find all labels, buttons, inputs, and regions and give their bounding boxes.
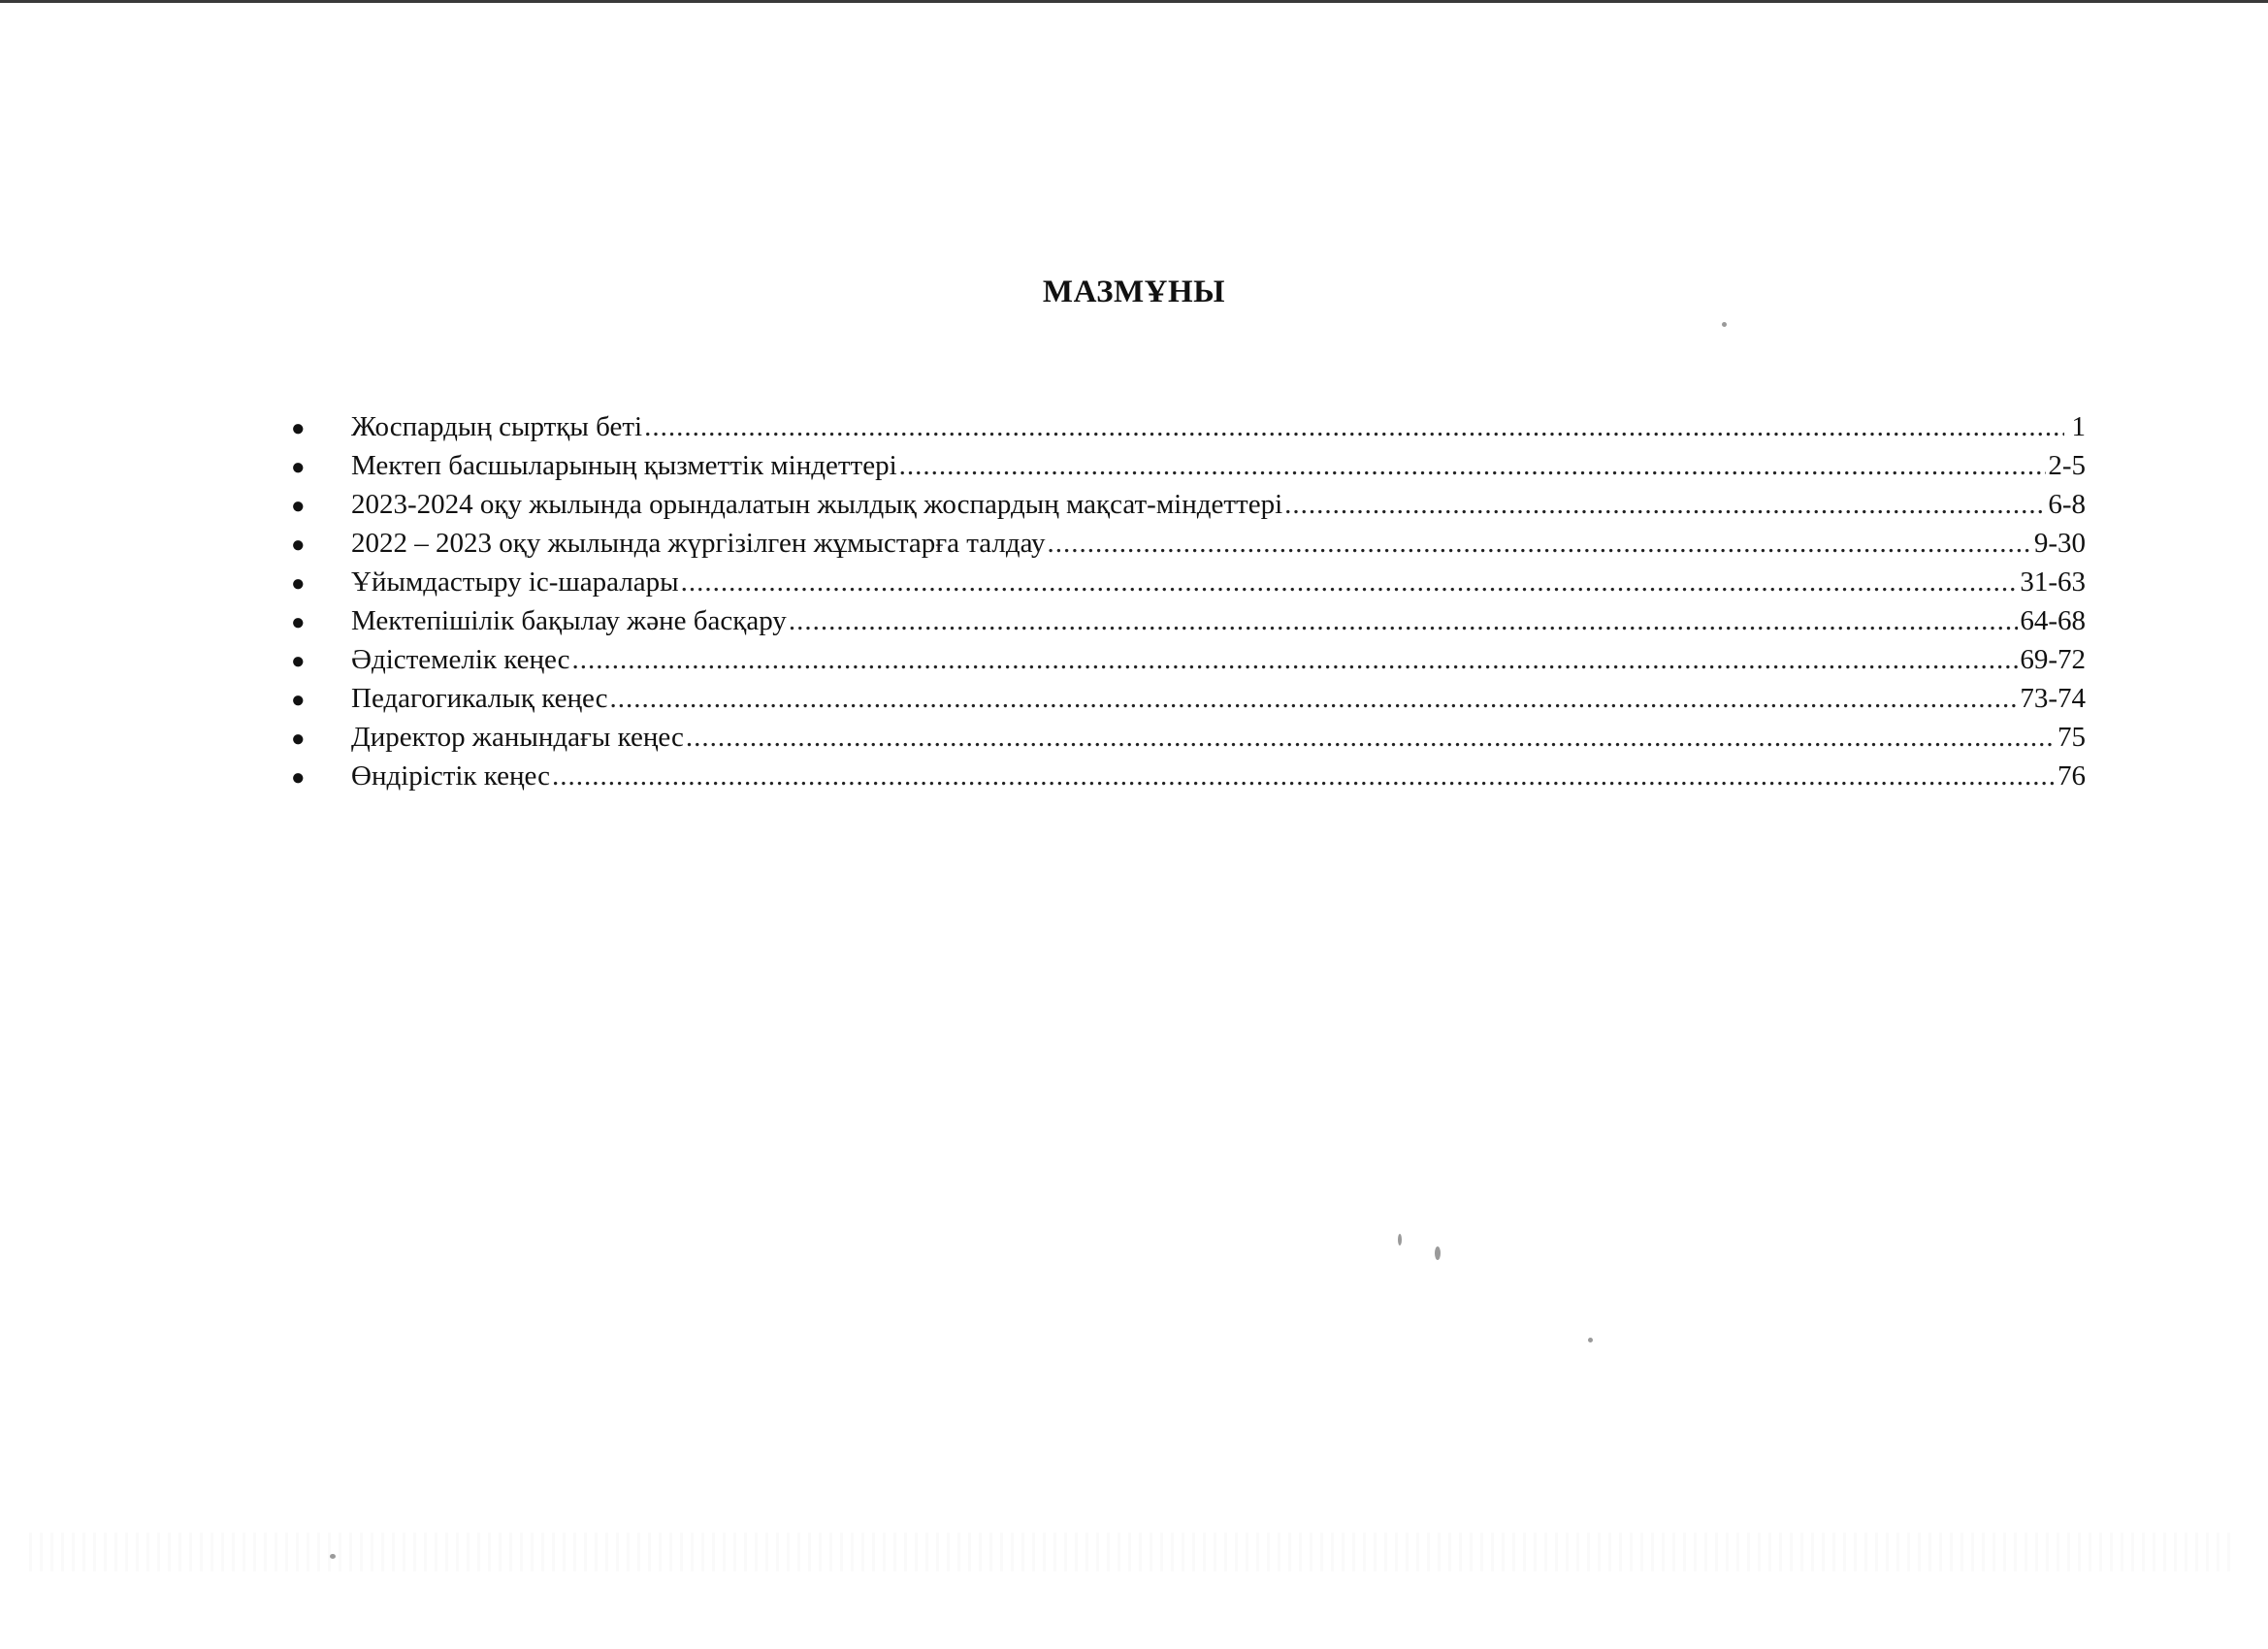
toc-entry xyxy=(291,640,2086,679)
bullet-icon: ● xyxy=(291,455,306,480)
scan-top-edge xyxy=(0,0,2268,3)
toc-entry-label: Әдістемелік кеңес xyxy=(351,644,570,675)
toc-entry-label: Ұйымдастыру іс-шаралары xyxy=(351,566,679,598)
toc-entry-page: 31-63 xyxy=(2020,566,2086,598)
toc-entry-page: 9-30 xyxy=(2033,528,2086,559)
dot-leader xyxy=(572,640,2019,679)
dot-leader xyxy=(644,407,2064,446)
toc-entry-label: 2023-2024 оқу жылында орындалатын жылдық жоспардың мақсат-міндеттері xyxy=(351,489,1283,520)
bullet-icon: ● xyxy=(291,533,306,558)
dot-leader xyxy=(1284,485,2046,524)
page-title: МАЗМҰНЫ xyxy=(1042,275,1226,309)
scan-speck xyxy=(1722,322,1727,327)
scan-speck xyxy=(1398,1234,1402,1245)
scan-speck xyxy=(1588,1338,1593,1342)
toc-entry-page: 75 xyxy=(2057,722,2086,753)
toc-entry-page: 64-68 xyxy=(2020,605,2086,636)
toc-entry-label: Мектеп басшыларының қызметтік міндеттері xyxy=(351,450,897,481)
toc-entry xyxy=(291,757,2086,795)
toc-entry-page: 6-8 xyxy=(2048,489,2086,520)
toc-entry-page: 1 xyxy=(2071,411,2086,442)
toc-entry-page: 73-74 xyxy=(2020,683,2086,714)
toc-entry xyxy=(291,524,2086,563)
toc-entry-label: Жоспардың сыртқы беті xyxy=(351,411,643,442)
dot-leader xyxy=(789,601,2019,640)
toc-entry xyxy=(291,718,2086,757)
bullet-icon: ● xyxy=(291,494,306,519)
toc-entry xyxy=(291,679,2086,718)
bullet-icon: ● xyxy=(291,727,306,752)
toc-entry-label: Педагогикалық кеңес xyxy=(351,683,608,714)
dot-leader xyxy=(899,446,2047,485)
toc-entry xyxy=(291,446,2086,485)
dot-leader xyxy=(1048,524,2032,563)
dot-leader xyxy=(609,679,2018,718)
toc-entry-page: 69-72 xyxy=(2020,644,2086,675)
toc-entry xyxy=(291,407,2086,446)
toc-entry-label: Өндірістік кеңес xyxy=(351,760,550,792)
dot-leader xyxy=(681,563,2019,601)
bullet-icon: ● xyxy=(291,416,306,441)
toc-entry-label: Мектепішілік бақылау және басқару xyxy=(351,605,787,636)
toc-entry xyxy=(291,563,2086,601)
dot-leader xyxy=(552,757,2056,795)
toc-entry xyxy=(291,601,2086,640)
bullet-icon: ● xyxy=(291,765,306,791)
scan-speck xyxy=(330,1554,336,1559)
dot-leader xyxy=(686,718,2056,757)
scan-speck xyxy=(1435,1246,1441,1260)
toc-entry-label: Директор жанындағы кеңес xyxy=(351,722,684,753)
bullet-icon: ● xyxy=(291,649,306,674)
toc-entry-page: 76 xyxy=(2057,760,2086,792)
bullet-icon: ● xyxy=(291,571,306,597)
bullet-icon: ● xyxy=(291,610,306,635)
toc-entry-label: 2022 – 2023 оқу жылында жүргізілген жұмыстарға талдау xyxy=(351,528,1046,559)
scan-noise xyxy=(29,1533,2231,1571)
toc-entry-page: 2-5 xyxy=(2048,450,2086,481)
bullet-icon: ● xyxy=(291,688,306,713)
toc-entry xyxy=(291,485,2086,524)
table-of-contents xyxy=(291,407,2086,795)
